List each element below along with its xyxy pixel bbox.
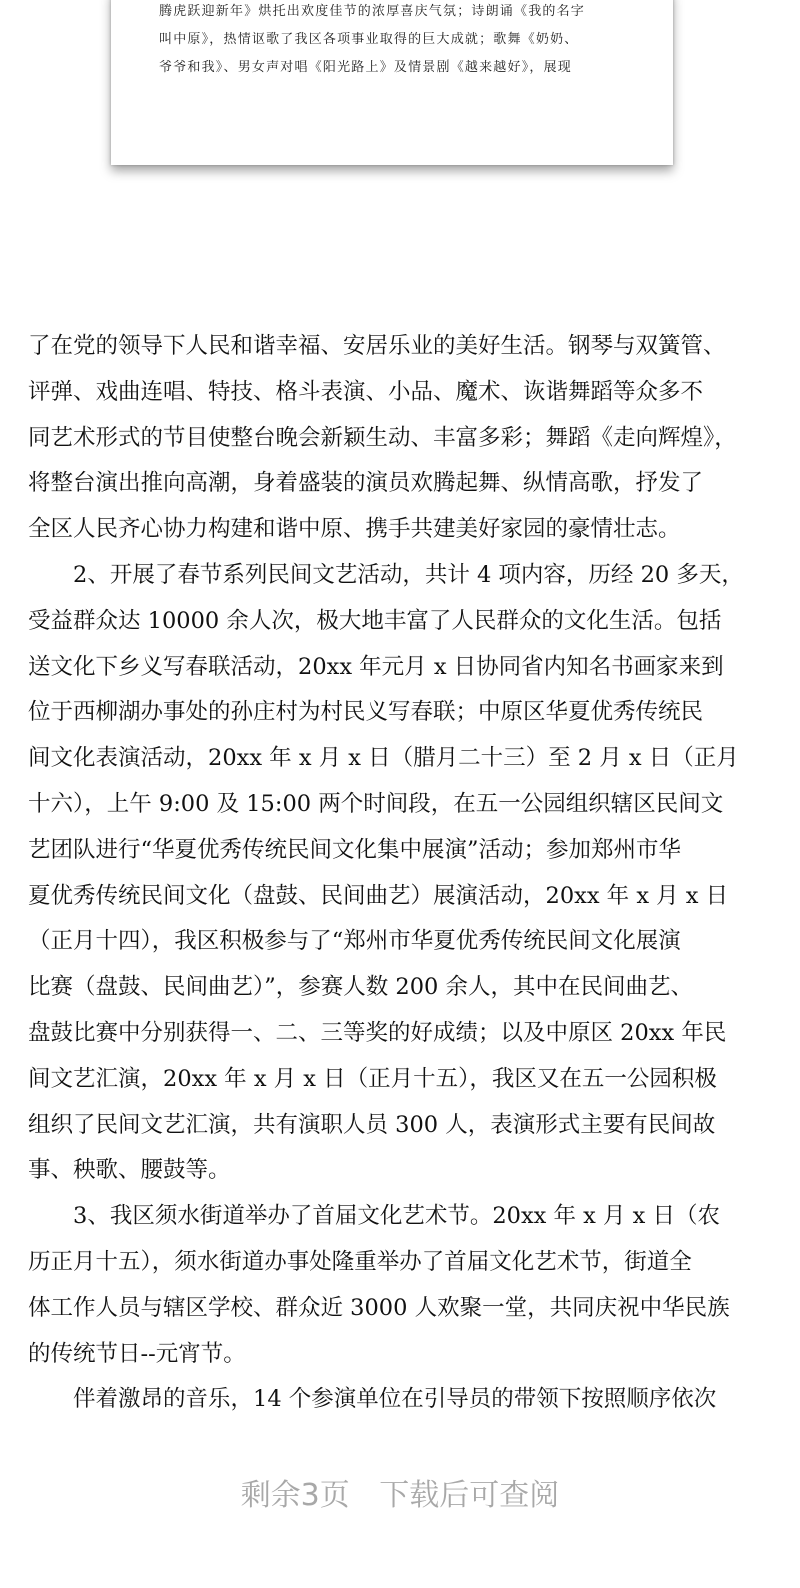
body-text-line: 将整台演出推向高潮，身着盛装的演员欢腾起舞、纵情高歌，抒发了 (28, 470, 704, 497)
body-text-line: 艺团队进行“华夏优秀传统民间文化集中展演”活动；参加郑州市华 (28, 836, 682, 863)
body-text-line: 全区人民齐心协力构建和谐中原、携手共建美好家园的豪情壮志。 (28, 516, 681, 543)
body-text-line: 组织了民间文艺汇演，共有演职人员 300 人，表演形式主要有民间故 (28, 1111, 716, 1138)
remaining-pages-download-notice[interactable]: 剩余3页 下载后可查阅 (240, 1478, 560, 1513)
body-text-line: 间文化表演活动，20xx 年 x 月 x 日（腊月二十三）至 2 月 x 日（正月 (28, 745, 739, 772)
body-text-line: 了在党的领导下人民和谐幸福、安居乐业的美好生活。钢琴与双簧管、 (28, 333, 726, 359)
body-text-line: 的传统节日--元宵节。 (28, 1340, 246, 1367)
body-text-line: 评弹、戏曲连唱、特技、格斗表演、小品、魔术、诙谐舞蹈等众多不 (28, 378, 704, 405)
body-text-line: 体工作人员与辖区学校、群众近 3000 人欢聚一堂，共同庆祝中华民族 (28, 1294, 730, 1321)
body-text-line: 送文化下乡义写春联活动，20xx 年元月 x 日协同省内知名书画家来到 (28, 653, 724, 680)
body-text-line: 历正月十五），须水街道办事处隆重举办了首届文化艺术节，街道全 (28, 1249, 692, 1275)
body-text-line: 3、我区须水街道举办了首届文化艺术节。20xx 年 x 月 x 日（农 (28, 1203, 720, 1230)
body-text-line: 十六），上午 9:00 及 15:00 两个时间段，在五一公园组织辖区民间文 (28, 791, 724, 817)
body-text-line: 比赛（盘鼓、民间曲艺）”，参赛人数 200 余人，其中在民间曲艺、 (28, 974, 694, 1001)
body-text-line: （正月十四），我区积极参与了“郑州市华夏优秀传统民间文化展演 (28, 928, 681, 955)
body-text-line: 伴着激昂的音乐，14 个参演单位在引导员的带领下按照顺序依次 (28, 1386, 717, 1413)
body-text-line: 位于西柳湖办事处的孙庄村为村民义写春联；中原区华夏优秀传统民 (28, 699, 704, 726)
preview-text-line: 叫中原》，热情讴歌了我区各项事业取得的巨大成就；歌舞《奶奶、 (159, 32, 579, 47)
body-text-line: 2、开展了春节系列民间文艺活动，共计 4 项内容，历经 20 多天， (28, 562, 744, 588)
preview-text-line: 腾虎跃迎新年》烘托出欢度佳节的浓厚喜庆气氛；诗朗诵《我的名字 (159, 4, 586, 19)
preview-page-card (111, 0, 673, 165)
body-text-line: 夏优秀传统民间文化（盘鼓、民间曲艺）展演活动，20xx 年 x 月 x 日 (28, 882, 729, 909)
body-text-line: 盘鼓比赛中分别获得一、二、三等奖的好成绩；以及中原区 20xx 年民 (28, 1020, 727, 1046)
preview-text-line: 爷爷和我》、男女声对唱《阳光路上》及情景剧《越来越好》，展现 (159, 60, 573, 75)
body-text-line: 事、秧歌、腰鼓等。 (28, 1157, 231, 1184)
body-text-line: 受益群众达 10000 余人次，极大地丰富了人民群众的文化生活。包括 (28, 607, 722, 634)
body-text-line: 同艺术形式的节目使整台晚会新颖生动、丰富多彩；舞蹈《走向辉煌》， (28, 424, 737, 451)
body-text-line: 间文艺汇演，20xx 年 x 月 x 日（正月十五），我区又在五一公园积极 (28, 1065, 717, 1092)
